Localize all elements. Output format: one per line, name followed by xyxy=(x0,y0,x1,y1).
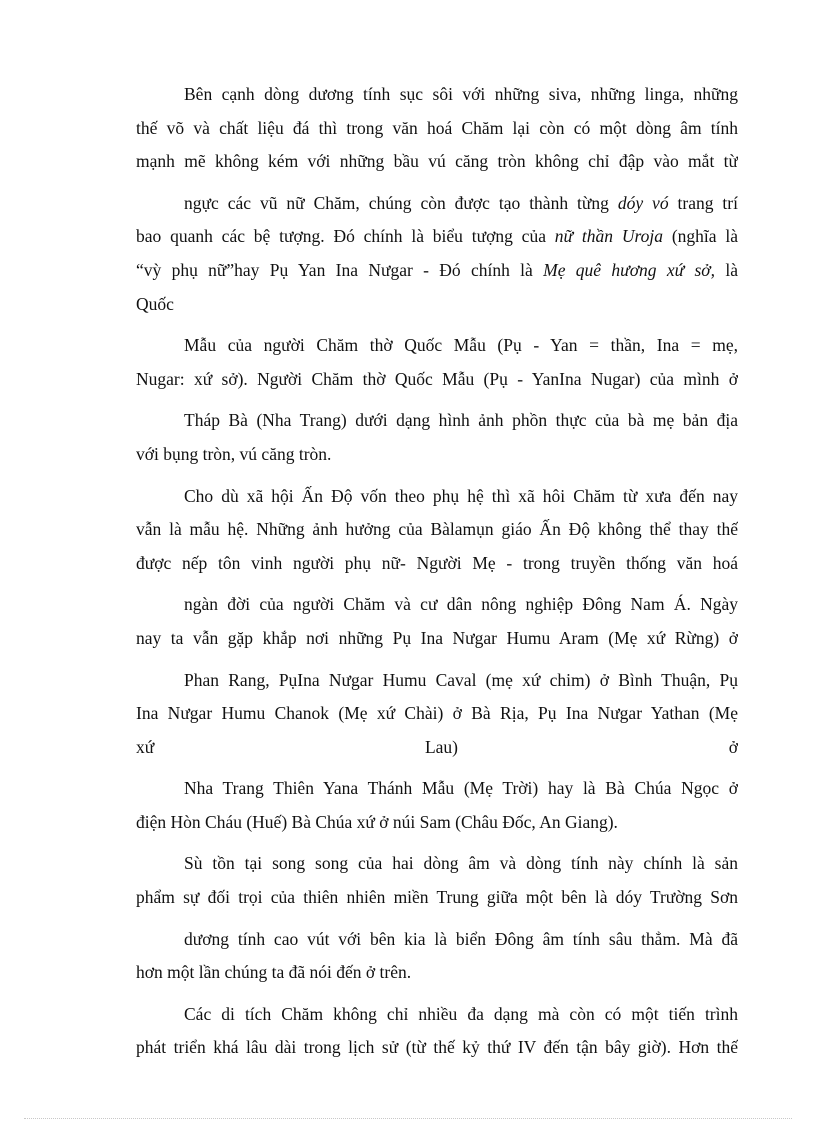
text-line xyxy=(136,145,738,179)
text-segment: Ina Nưgar Humu Chanok (Mẹ xứ Chài) ở Bà Rịa, Pụ Ina Nưgar Yathan (Mẹ xyxy=(136,703,738,724)
text-line xyxy=(136,547,738,581)
italic-text: Mẹ quê hương xứ sở, xyxy=(543,259,716,280)
text-segment: phẩm sự đối trọi của thiên nhiên miền Trung giữa một bên là dóy Trường Sơn xyxy=(136,887,738,908)
paragraph-gap xyxy=(136,179,738,187)
text-segment: Sù tồn tại song song của hai dòng âm và dòng tính này chính là sản xyxy=(184,853,738,874)
text-segment: vẫn là mẫu hệ. Những ảnh hưởng của Bàlamụn giáo Ấn Độ không thể thay thế xyxy=(136,519,738,540)
text-segment: Nha Trang Thiên Yana Thánh Mẫu (Mẹ Trời) hay là Bà Chúa Ngọc ở xyxy=(184,778,738,799)
text-segment: nay ta vẫn gặp khắp nơi những Pụ Ina Nưgar Humu Aram (Mẹ xứ Rừng) ở xyxy=(136,627,738,648)
text-segment: Nugar: xứ sở). Người Chăm thờ Quốc Mẫu (Pụ - YanIna Nugar) của mình ở xyxy=(136,368,738,389)
paragraph-gap xyxy=(136,990,738,998)
text-line xyxy=(136,772,738,806)
text-line xyxy=(136,288,738,322)
paragraph-gap xyxy=(136,472,738,480)
text-segment: Phan Rang, PụIna Nưgar Humu Caval (mẹ xứ chim) ở Bình Thuận, Pụ xyxy=(184,669,738,690)
paragraph-gap xyxy=(136,396,738,404)
text-segment: dương tính cao vút với bên kia là biển Đông âm tính sâu thẳm. Mà đã xyxy=(184,928,738,949)
text-line xyxy=(136,480,738,514)
text-segment: Bên cạnh dòng dương tính sục sôi với những siva, những linga, những xyxy=(184,84,738,104)
paragraph-gap xyxy=(136,915,738,923)
text-segment: thế võ và chất liệu đá thì trong văn hoá Chăm lại còn có một dòng âm tính xyxy=(136,117,738,138)
text-segment: xứ Lau) ở xyxy=(136,736,738,757)
text-segment: được nếp tôn vinh người phụ nữ- Người Mẹ - trong truyền thống văn hoá xyxy=(136,552,738,573)
text-line xyxy=(136,622,738,656)
text-line xyxy=(136,664,738,698)
paragraph-gap xyxy=(136,656,738,664)
text-segment: Mẫu của người Chăm thờ Quốc Mẫu (Pụ - Yan = thần, Ina = mẹ, xyxy=(184,335,738,356)
text-segment: mạnh mẽ không kém với những bầu vú căng tròn không chỉ đập vào mắt từ xyxy=(136,151,738,172)
text-line xyxy=(136,998,738,1032)
text-segment: ngàn đời của người Chăm và cư dân nông nghiệp Đông Nam Á. Ngày xyxy=(184,594,738,615)
text-segment: trang trí xyxy=(668,192,738,213)
text-line xyxy=(136,923,738,957)
text-segment: ngực các vũ nữ Chăm, chúng còn được tạo thành từng xyxy=(184,192,618,213)
text-segment: điện Hòn Cháu (Huế) Bà Chúa xứ ở núi Sam (Châu Đốc, An Giang). xyxy=(136,811,618,832)
text-segment: bao quanh các bệ tượng. Đó chính là biểu tượng của xyxy=(136,226,555,247)
text-segment: Quốc xyxy=(136,293,174,314)
text-line xyxy=(136,438,738,472)
text-line xyxy=(136,806,738,840)
paragraph-gap xyxy=(136,839,738,847)
paragraph-gap xyxy=(136,321,738,329)
body-text xyxy=(136,78,738,1065)
text-line xyxy=(136,329,738,363)
text-line xyxy=(136,588,738,622)
text-segment: phát triển khá lâu dài trong lịch sử (từ thế kỷ thứ IV đến tận bây giờ). Hơn thế xyxy=(136,1037,738,1058)
text-segment: với bụng tròn, vú căng tròn. xyxy=(136,443,332,464)
text-line xyxy=(136,220,738,254)
italic-text: dóy vó xyxy=(617,192,669,213)
text-segment: là xyxy=(715,259,738,280)
paragraph-gap xyxy=(136,580,738,588)
paragraph-gap xyxy=(136,764,738,772)
footer-divider xyxy=(24,1118,792,1119)
text-line xyxy=(136,731,738,765)
text-line xyxy=(136,187,738,221)
text-line xyxy=(136,363,738,397)
text-line xyxy=(136,697,738,731)
text-line xyxy=(136,513,738,547)
text-line xyxy=(136,881,738,915)
text-segment: “vỳ phụ nữ”hay Pụ Yan Ina Nưgar - Đó chính là xyxy=(136,259,544,280)
text-segment: Các di tích Chăm không chỉ nhiều đa dạng mà còn có một tiến trình xyxy=(184,1003,738,1024)
text-line xyxy=(136,78,738,112)
text-segment: (nghĩa là xyxy=(663,226,738,247)
text-line xyxy=(136,1031,738,1065)
text-line xyxy=(136,847,738,881)
text-segment: hơn một lần chúng ta đã nói đến ở trên. xyxy=(136,962,412,983)
italic-text: nữ thần Uroja xyxy=(554,226,664,247)
text-line xyxy=(136,956,738,990)
text-line xyxy=(136,404,738,438)
text-segment: Tháp Bà (Nha Trang) dưới dạng hình ảnh phồn thực của bà mẹ bản địa xyxy=(184,410,738,431)
text-line xyxy=(136,254,738,288)
text-line xyxy=(136,112,738,146)
text-segment: Cho dù xã hội Ấn Độ vốn theo phụ hệ thì xã hôi Chăm từ xưa đến nay xyxy=(184,485,738,506)
